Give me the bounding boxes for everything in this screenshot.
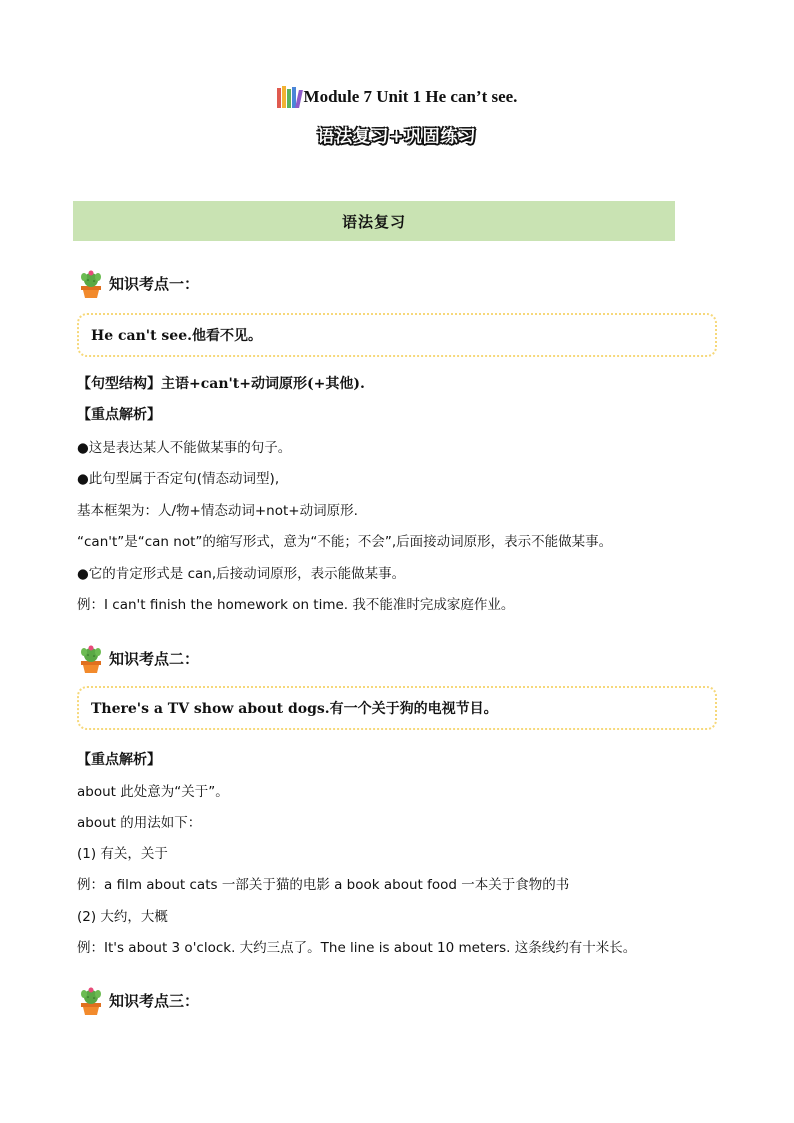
section-banner: 语法复习 bbox=[73, 201, 675, 241]
page-subtitle: 语法复习+巩固练习 bbox=[317, 127, 477, 147]
knowledge-point-2-heading bbox=[77, 643, 199, 673]
potted-cactus-icon bbox=[77, 985, 105, 1015]
knowledge-point-1-label: 知识考点一： bbox=[109, 274, 200, 293]
page-title bbox=[277, 86, 518, 108]
text-line: 例：It's about 3 o'clock. 大约三点了。The line is about 10 meters. 这条线约有十米长。 bbox=[77, 940, 637, 956]
text-line: (2) 大约，大概 bbox=[77, 909, 168, 925]
knowledge-point-3-heading bbox=[77, 985, 199, 1015]
title-row bbox=[0, 86, 794, 112]
knowledge-point-2-label: 知识考点二： bbox=[109, 649, 200, 668]
text-line: 例：I can't finish the homework on time. 我不能准时完成家庭作业。 bbox=[77, 597, 515, 613]
example-sentence-box-2: There's a TV show about dogs.有一个关于狗的电视节目。 bbox=[77, 686, 717, 730]
text-line: “can't”是“can not”的缩写形式，意为“不能；不会”,后面接动词原形，表示不能做某事。 bbox=[77, 534, 613, 550]
text-line: ●它的肯定形式是 can,后接动词原形，表示能做某事。 bbox=[77, 566, 406, 582]
knowledge-point-1-heading bbox=[77, 268, 199, 298]
text-line: 例：a film about cats 一部关于猫的电影 a book about food 一本关于食物的书 bbox=[77, 877, 570, 893]
potted-cactus-icon bbox=[77, 643, 105, 673]
text-line: 基本框架为：人/物+情态动词+not+动词原形. bbox=[77, 503, 358, 519]
text-line: ●这是表达某人不能做某事的句子。 bbox=[77, 440, 292, 456]
page-title-text: Module 7 Unit 1 He can’t see. bbox=[303, 87, 518, 106]
knowledge-point-3-label: 知识考点三： bbox=[109, 991, 200, 1010]
text-line: about 此处意为“关于”。 bbox=[77, 784, 229, 800]
potted-cactus-icon bbox=[77, 268, 105, 298]
text-line: 【句型结构】主语+can't+动词原形(+其他). bbox=[77, 376, 365, 392]
text-line: (1) 有关，关于 bbox=[77, 846, 168, 862]
text-line: about 的用法如下： bbox=[77, 815, 202, 831]
text-line: ●此句型属于否定句(情态动词型), bbox=[77, 471, 280, 487]
text-line: 【重点解析】 bbox=[77, 752, 161, 768]
example-sentence-box-1: He can't see.他看不见。 bbox=[77, 313, 717, 357]
books-icon bbox=[277, 86, 301, 108]
text-line: 【重点解析】 bbox=[77, 407, 161, 423]
